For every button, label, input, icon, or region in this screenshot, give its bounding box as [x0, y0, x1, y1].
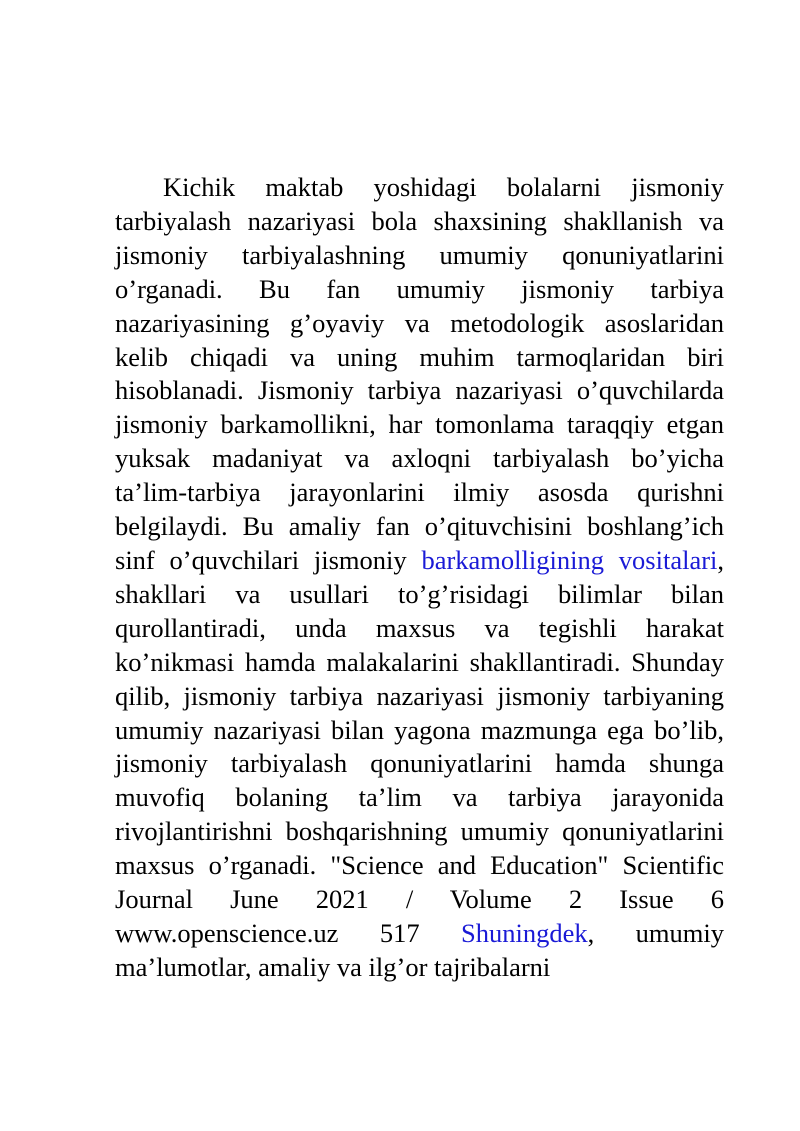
paragraph-text-3: , umumiy ma’lumotlar, amaliy va ilg’or tajribalarni [115, 917, 724, 982]
paragraph-text-1: Kichik maktab yoshidagi bolalarni jismoniy tarbiyalash nazariyasi bola shaxsining shakllanish va jismoniy tarbiyalashning umumiy qonuniyatlarini o’rganadi. Bu fan umumiy jismoniy tarbiya nazariyasining g’oyaviy va metodologik asoslaridan kelib chiqadi va uning muhim tarmoqlaridan biri hisoblanadi. Jismoniy tarbiya nazariyasi o’quvchilarda jismoniy barkamollikni, har tomonlama taraqqiy etgan yuksak madaniyat va axloqni tarbiyalash bo’yicha ta’lim-tarbiya jarayonlarini ilmiy asosda qurishni belgilaydi. Bu amaliy fan o’qituvchisini boshlang’ich sinf o’quvchilari jismoniy [115, 172, 724, 575]
body-paragraph [115, 171, 724, 985]
shuningdek-link[interactable]: Shuningdek [461, 917, 588, 948]
document-page [115, 171, 724, 985]
barkamolligining-vositalari-link[interactable]: barkamolligining vositalari [421, 544, 718, 575]
paragraph-text-2: , shakllari va usullari to’g’risidagi bilimlar bilan qurollantiradi, unda maxsus va tegishli harakat ko’nikmasi hamda malakalarini shakllantiradi. Shunday qilib, jismoniy tarbiya nazariyasi jismoniy tarbiyaning umumiy nazariyasi bilan yagona mazmunga ega bo’lib, jismoniy tarbiyalash qonuniyatlarini hamda shunga muvofiq bolaning ta’lim va tarbiya jarayonida rivojlantirishni boshqarishning umumiy qonuniyatlarini maxsus o’rganadi. "Science and Education" Scientific Journal June 2021 / Volume 2 Issue 6 www.openscience.uz 517 [115, 544, 725, 948]
